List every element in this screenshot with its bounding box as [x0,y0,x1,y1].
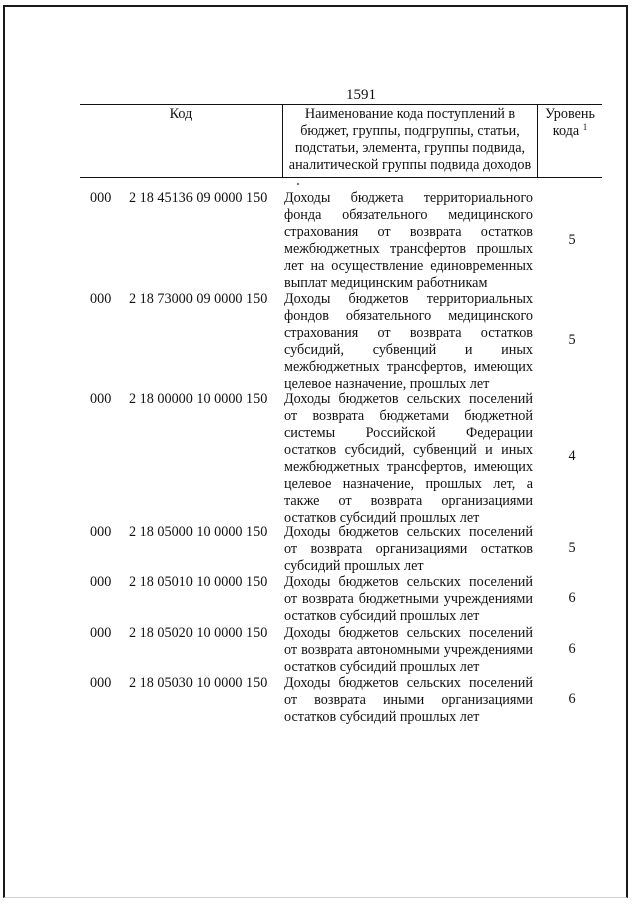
row-name [284,391,533,527]
row-name-line: Доходы бюджета территориального [284,190,533,206]
header-level-footnote: 1 [582,122,588,132]
row-name-line: межбюджетных трансфертов, имеющих [284,459,533,475]
row-name-line: фонда обязательного медицинского [284,207,533,223]
row-name-line: также от возврата организациями [284,493,533,509]
row-name-line: Доходы бюджетов сельских поселений [284,574,533,590]
row-name-line: от возврата организациями остатков [284,541,533,557]
row-code: 2 18 05010 10 0000 150 [129,574,268,590]
row-name-line: остатков субсидий прошлых лет [284,510,480,526]
row-name-line: остатков субсидий прошлых лет [284,608,480,624]
row-name-line: остатков субсидий прошлых лет [284,709,480,725]
row-prefix: 000 [90,675,112,691]
row-name-line: целевое назначение, прошлых лет [284,376,490,392]
row-level: 5 [568,332,576,348]
row-name-line: субсидий, субвенций и иных [284,342,533,358]
row-name-line: фондов обязательного медицинского [284,308,533,324]
header-code-label: Код [169,106,193,122]
row-code: 2 18 00000 10 0000 150 [129,391,268,407]
row-name-line: межбюджетных трансфертов, имеющих [284,359,533,375]
row-prefix: 000 [90,625,112,641]
row-name-line: от возврата бюджетными учреждениями [284,591,533,607]
header-name-line: аналитической группы подвида доходов [288,157,532,173]
header-name [282,105,537,177]
row-code: 2 18 05030 10 0000 150 [129,675,268,691]
row-prefix: 000 [90,524,112,540]
row-name-line: лет на осуществление единовременных [284,258,533,274]
header-code [80,105,282,177]
header-level-word: кода [552,123,580,139]
row-name-line: от возврата иными организациями [284,692,533,708]
row-level: 6 [568,691,576,707]
row-name [284,625,533,676]
row-name-line: страхования от возврата остатков [284,325,533,341]
row-name-line: Доходы бюджетов сельских поселений [284,675,533,691]
row-name-line: Доходы бюджетов территориальных [284,291,533,307]
row-name-line: остатков субсидий прошлых лет [284,659,480,675]
row-name-line: Доходы бюджетов сельских поселений [284,391,533,407]
row-code: 2 18 45136 09 0000 150 [129,190,268,206]
header-level-line1: Уровень [545,106,595,122]
row-name-line: субсидий прошлых лет [284,558,424,574]
header-level-line2 [538,123,602,140]
row-name [284,524,533,575]
row-name-line: целевое назначение, прошлых лет, а [284,476,533,492]
row-name-line: остатков субсидий, субвенций и иных [284,442,533,458]
row-prefix: 000 [90,391,112,407]
row-level: 5 [568,540,576,556]
row-level: 6 [568,590,576,606]
row-name-line: системы Российской Федерации [284,425,533,441]
row-code: 2 18 05000 10 0000 150 [129,524,268,540]
row-code: 2 18 73000 09 0000 150 [129,291,268,307]
row-name [284,190,533,292]
row-name-line: Доходы бюджетов сельских поселений [284,625,533,641]
row-name-line: выплат медицинским работникам [284,275,488,291]
row-level: 5 [568,232,576,248]
row-name-line: Доходы бюджетов сельских поселений [284,524,533,540]
row-name [284,291,533,393]
row-level: 6 [568,641,576,657]
table-header [80,104,602,178]
header-name-line: бюджет, группы, подгруппы, статьи, [300,123,520,139]
row-prefix: 000 [90,190,112,206]
row-name-line: межбюджетных трансфертов прошлых [284,241,533,257]
page-number: 1591 [346,87,376,103]
row-name-line: от возврата автономными учреждениями [284,642,533,658]
scan-speck [297,183,299,185]
row-name [284,574,533,625]
header-level [537,105,602,177]
row-level: 4 [568,448,576,464]
header-name-line: подстатьи, элемента, группы подвида, [294,140,526,156]
row-name [284,675,533,726]
row-prefix: 000 [90,291,112,307]
row-name-line: от возврата бюджетами бюджетной [284,408,533,424]
header-name-line: Наименование кода поступлений в [304,106,516,122]
row-code: 2 18 05020 10 0000 150 [129,625,268,641]
row-name-line: страхования от возврата остатков [284,224,533,240]
row-prefix: 000 [90,574,112,590]
